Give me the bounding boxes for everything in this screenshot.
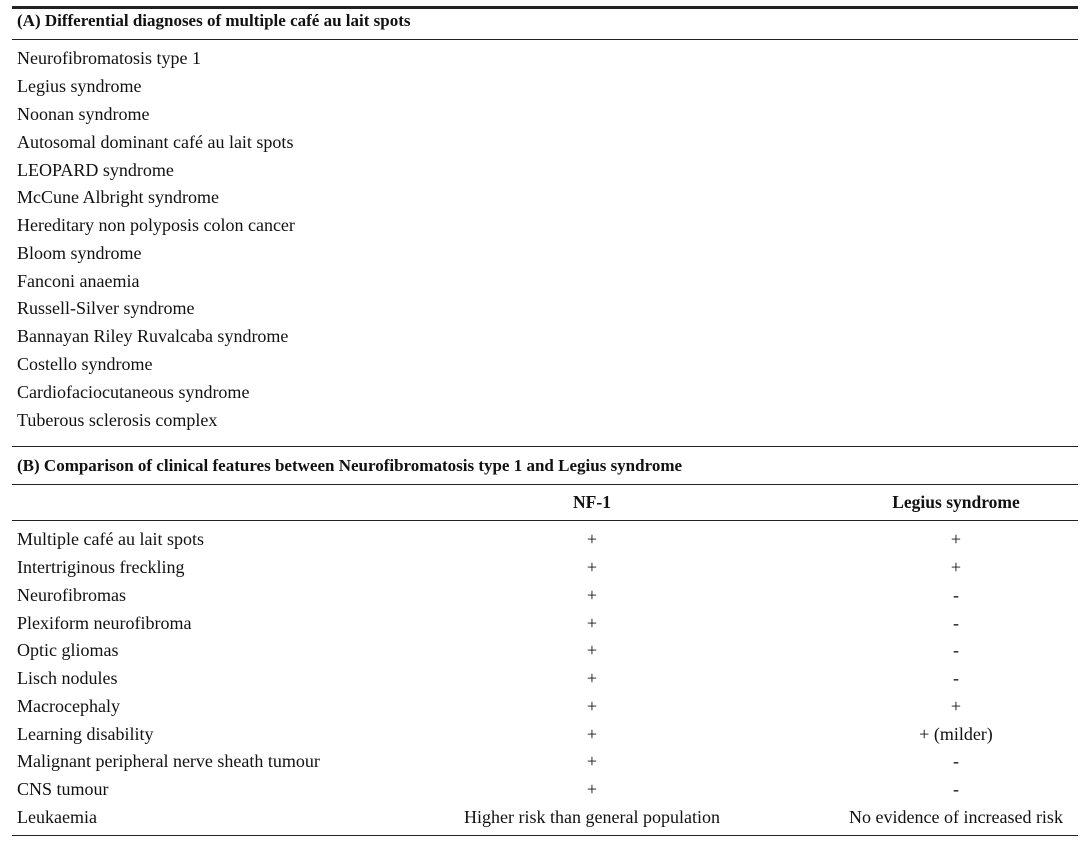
nf1-value: + <box>586 724 598 744</box>
section-b-header-rule <box>12 484 1078 485</box>
feature-label: Intertriginous freckling <box>17 557 185 577</box>
legius-value: - <box>953 668 959 688</box>
feature-label: Lisch nodules <box>17 668 118 688</box>
differential-item: Neurofibromatosis type 1 <box>17 48 201 68</box>
differential-item: Cardiofaciocutaneous syndrome <box>17 382 250 402</box>
differential-item: Hereditary non polyposis colon cancer <box>17 215 295 235</box>
nf1-value: + <box>586 779 598 799</box>
nf1-value: + <box>586 640 598 660</box>
legius-value: + <box>950 696 962 716</box>
differential-item: Russell-Silver syndrome <box>17 298 195 318</box>
differential-item: Tuberous sclerosis complex <box>17 410 218 430</box>
feature-label: Neurofibromas <box>17 585 126 605</box>
column-header-legius: Legius syndrome <box>892 492 1020 512</box>
nf1-value: + <box>586 529 598 549</box>
feature-label: Multiple café au lait spots <box>17 529 204 549</box>
section-a-heading: (A) Differential diagnoses of multiple café au lait spots <box>17 11 411 30</box>
feature-label: Malignant peripheral nerve sheath tumour <box>17 751 320 771</box>
legius-value: + (milder) <box>919 724 993 744</box>
nf1-value: + <box>586 751 598 771</box>
feature-label: Optic gliomas <box>17 640 119 660</box>
table-bottom-rule <box>12 835 1078 836</box>
top-rule <box>12 6 1078 9</box>
legius-value: No evidence of increased risk <box>849 807 1063 827</box>
legius-value: - <box>953 779 959 799</box>
differential-item: Noonan syndrome <box>17 104 150 124</box>
differential-item: Costello syndrome <box>17 354 153 374</box>
feature-label: Learning disability <box>17 724 154 744</box>
differential-item: Bloom syndrome <box>17 243 142 263</box>
legius-value: - <box>953 613 959 633</box>
feature-label: CNS tumour <box>17 779 109 799</box>
nf1-value: + <box>586 613 598 633</box>
differential-item: Fanconi anaemia <box>17 271 140 291</box>
nf1-value: + <box>586 696 598 716</box>
legius-value: - <box>953 640 959 660</box>
column-header-rule <box>12 520 1078 521</box>
section-a-header-rule <box>12 39 1078 40</box>
nf1-value: + <box>586 585 598 605</box>
legius-value: - <box>953 585 959 605</box>
differential-item: McCune Albright syndrome <box>17 187 219 207</box>
differential-item: Legius syndrome <box>17 76 142 96</box>
feature-label: Macrocephaly <box>17 696 120 716</box>
feature-label: Plexiform neurofibroma <box>17 613 192 633</box>
nf1-value: + <box>586 668 598 688</box>
legius-value: - <box>953 751 959 771</box>
legius-value: + <box>950 529 962 549</box>
legius-value: + <box>950 557 962 577</box>
differential-item: Bannayan Riley Ruvalcaba syndrome <box>17 326 289 346</box>
nf1-value: Higher risk than general population <box>464 807 720 827</box>
differential-item: LEOPARD syndrome <box>17 160 174 180</box>
section-b-top-rule <box>12 446 1078 447</box>
differential-item: Autosomal dominant café au lait spots <box>17 132 294 152</box>
section-b-heading: (B) Comparison of clinical features between Neurofibromatosis type 1 and Legius syndrome <box>17 456 683 475</box>
nf1-value: + <box>586 557 598 577</box>
column-header-nf1: NF-1 <box>573 492 611 512</box>
feature-label: Leukaemia <box>17 807 97 827</box>
